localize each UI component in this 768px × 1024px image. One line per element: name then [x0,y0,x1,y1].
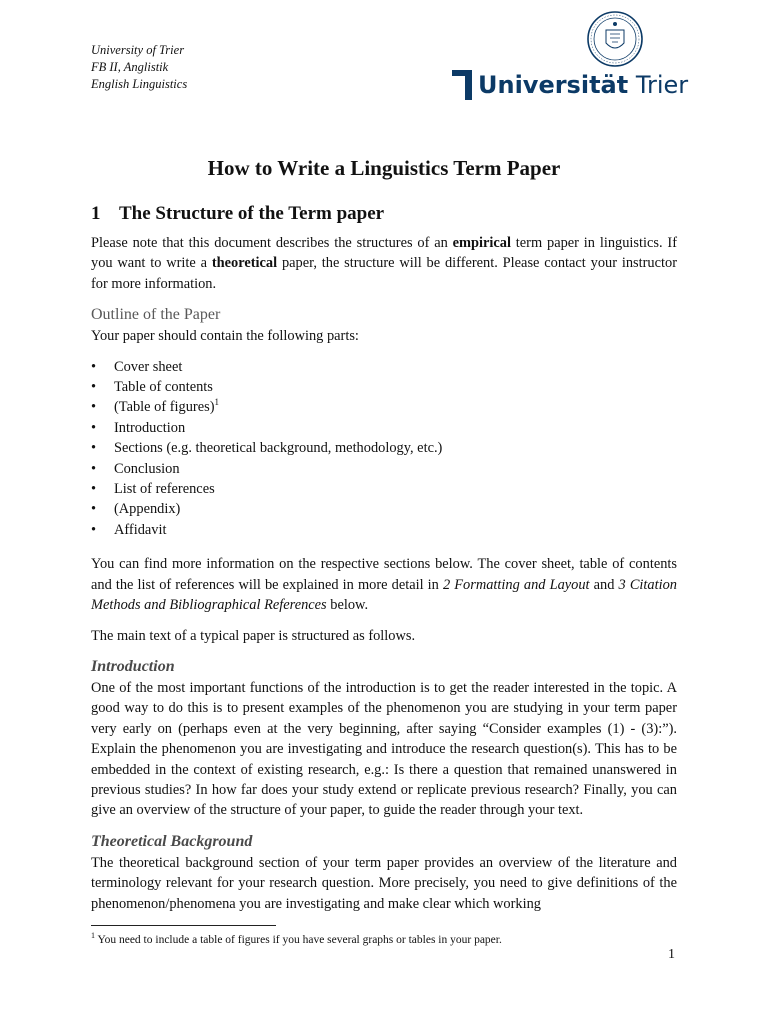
more-info-text-1: You can find more information on the respective sections below. The cover sheet, table of contents and the list of references will be explained in more detail in [91,556,677,593]
intro-bold-empirical: empirical [452,235,511,251]
theory-heading: Theoretical Background [91,832,253,850]
intro-text-3: paper, the structure will be different. Please contact your instructor for more information. [91,255,677,292]
outline-heading: Outline of the Paper [91,306,221,324]
intro-text-2: term paper in linguistics. If you want to write a [91,235,677,272]
list-item: • List of references [91,479,677,499]
footnote-divider [91,925,276,926]
dept-subject: English Linguistics [91,77,188,91]
logo-mark-icon [452,70,472,100]
department-block [91,42,187,93]
list-item: • Cover sheet [91,357,677,377]
dept-university: University of Trier [91,43,185,57]
university-logo [452,68,688,102]
document-title: How to Write a Linguistics Term Paper [207,156,561,180]
footnote-ref: 1 [214,397,219,408]
section-heading [91,201,677,227]
outline-intro: Your paper should contain the following parts: [91,328,359,345]
list-item: • (Table of figures)$^1$ [91,397,677,417]
page-number: 1 [668,947,675,962]
list-item: • Table of contents [91,377,677,397]
ref-citation-methods: 3 Citation Methods and Bibliographical References [91,576,677,614]
section-title: The Structure of the Term paper [119,203,385,224]
outline-list [91,357,677,541]
list-item: • Introduction [91,418,677,438]
main-content [91,201,677,914]
logo-text-light: Trier [628,71,689,99]
list-item: • Sections (e.g. theoretical background, methodology, etc.) [91,438,677,458]
university-seal-icon [586,10,644,68]
introduction-heading: Introduction [91,657,175,675]
intro-bold-theoretical: theoretical [211,255,278,272]
logo-text-bold: Universität [478,71,629,99]
list-item: • Conclusion [91,459,677,479]
more-info-text-2: and [589,576,619,593]
footnote-text: You need to include a table of figures if you have several graphs or tables in your paper. [95,934,502,946]
intro-text-1: Please note that this document describes the structures of an [91,235,453,251]
more-info-text-3: below. [326,597,369,614]
theory-paragraph: The theoretical background section of your term paper provides an overview of the literature and terminology relevant for your research question. More precisely, you need to give definitions of the phenomenon/phenomena you are investigating and make clear which working [91,854,677,912]
more-info-paragraph [91,554,677,615]
introduction-paragraph: One of the most important functions of the introduction is to get the reader interested in the topic. A good way to do this is to present examples of the phenomenon you are studying in your term paper very early on (perhaps even at the very beginning, after saying “Consider examples (1) - (3):”). Explain the phenomenon you are investigating and introduce the research question(s). This has to be embedded in the context of existing research, e.g.: Is there a question that remained unanswered in previous studies? In how far does your study extend or replicate previous research? Finally, you can give an overview of the structure of your paper, to guide the reader through your text. [91,679,677,819]
ref-formatting-layout: 2 Formatting and Layout [442,576,590,593]
list-item: • (Appendix) [91,499,677,519]
main-text-intro: The main text of a typical paper is structured as follows. [91,627,416,644]
footnote [91,932,502,948]
logo-text [478,71,688,99]
section-number: 1 [91,203,101,224]
list-item: • Affidavit [91,520,677,540]
intro-paragraph [91,233,677,294]
dept-faculty: FB II, Anglistik [91,60,169,74]
footnote-marker: 1 [91,931,95,941]
